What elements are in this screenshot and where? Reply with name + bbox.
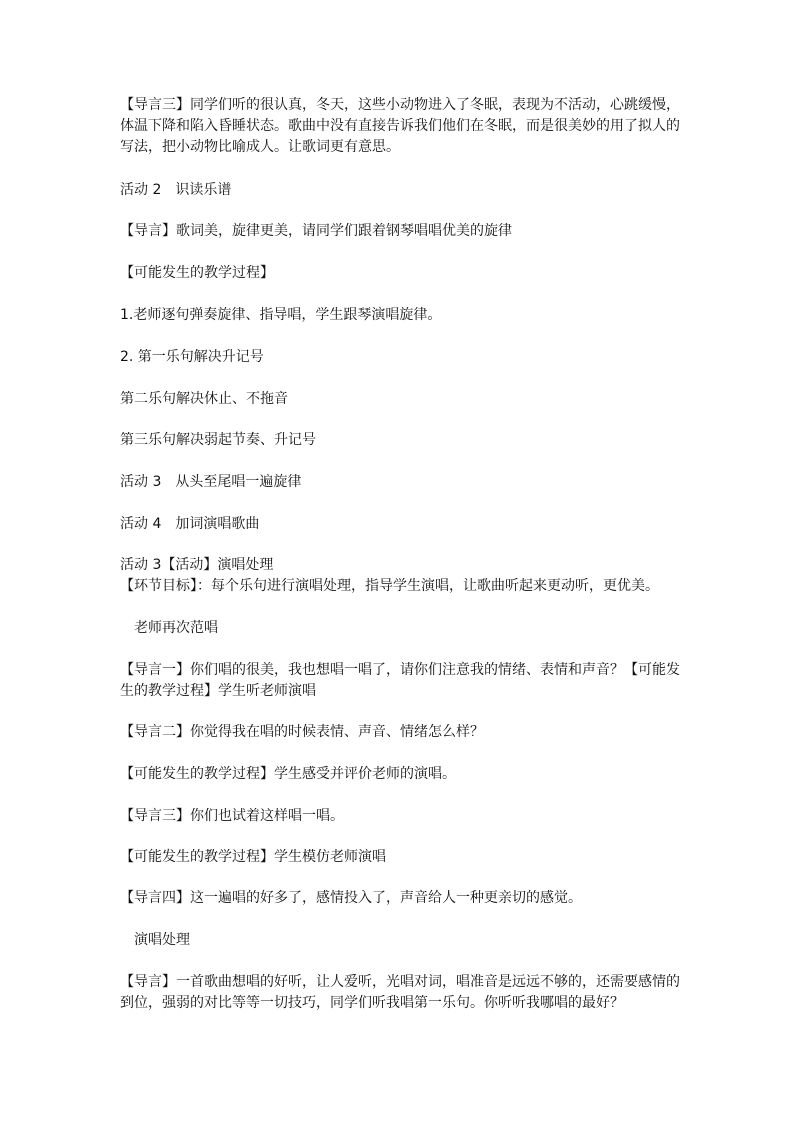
step-phrase-2: 第二乐句解决休止、不拖音 xyxy=(120,391,288,407)
step-phrase-3: 第三乐句解决弱起节奏、升记号 xyxy=(120,432,316,448)
paragraph-intro-final: 【导言】一首歌曲想唱的好听，让人爱听，光唱对词，唱准音是远远不够的，还需要感情的到位，强弱的对比等等一切技巧，同学们听我唱第一乐句。你听听我哪唱的最好？ xyxy=(120,974,680,1011)
process-heading: 【可能发生的教学过程】 xyxy=(120,265,274,281)
paragraph-intro: 【导言】歌词美，旋律更美，请同学们跟着钢琴唱唱优美的旋律 xyxy=(120,223,512,239)
activity-3-performance-heading: 活动 3【活动】演唱处理 xyxy=(120,557,274,573)
step-2: 2. 第一乐句解决升记号 xyxy=(120,349,264,365)
section-goal: 【环节目标】：每个乐句进行演唱处理，指导学生演唱，让歌曲听起来更动听，更优美。 xyxy=(120,578,659,594)
paragraph-intro-three-b: 【导言三】你们也试着这样唱一唱。 xyxy=(120,808,344,824)
activity-3-heading: 活动 3 从头至尾唱一遍旋律 xyxy=(120,474,302,490)
paragraph-intro-two: 【导言二】你觉得我在唱的时候表情、声音、情绪怎么样？ xyxy=(120,724,484,740)
paragraph-intro-three: 【导言三】同学们听的很认真，冬天，这些小动物进入了冬眠，表现为不活动，心跳缓慢，体温下降和陷入昏睡状态。歌曲中没有直接告诉我们他们在冬眠，而是很美妙的用了拟人的写法，把小动物比喻成人。让歌词更有意思。 xyxy=(120,97,680,155)
performance-heading: 演唱处理 xyxy=(120,932,190,948)
teacher-demo-heading: 老师再次范唱 xyxy=(120,620,218,636)
paragraph-process-evaluate: 【可能发生的教学过程】学生感受并评价老师的演唱。 xyxy=(120,766,456,782)
paragraph-intro-one: 【导言一】你们唱的很美，我也想唱一唱了，请你们注意我的情绪、表情和声音？【可能发生的教学过程】学生听老师演唱 xyxy=(120,662,680,699)
activity-2-heading: 活动 2 识读乐谱 xyxy=(120,182,232,198)
step-1: 1.老师逐句弹奏旋律、指导唱，学生跟琴演唱旋律。 xyxy=(120,307,442,323)
activity-4-heading: 活动 4 加词演唱歌曲 xyxy=(120,516,260,532)
paragraph-intro-four: 【导言四】这一遍唱的好多了，感情投入了，声音给人一种更亲切的感觉。 xyxy=(120,890,582,906)
paragraph-process-imitate: 【可能发生的教学过程】学生模仿老师演唱 xyxy=(120,849,386,865)
